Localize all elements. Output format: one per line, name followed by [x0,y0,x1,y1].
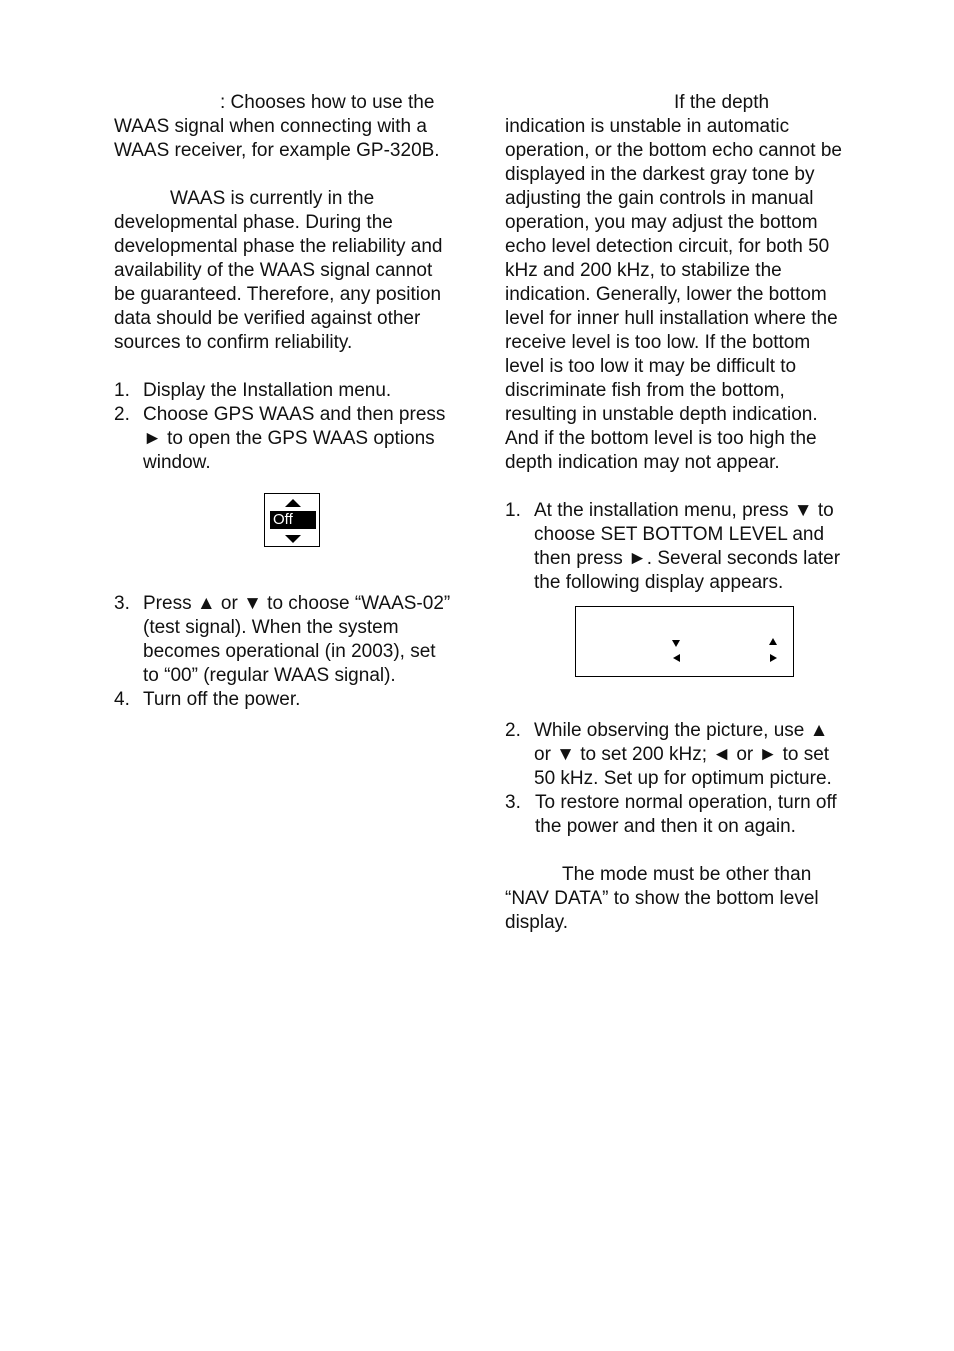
bottom-level-steps-1 [505,499,875,595]
waas-steps-2 [114,592,474,712]
waas-steps-1 [114,379,474,475]
set-bottom-level-display [575,606,794,677]
waas-option-value: Off [270,511,316,529]
gps-waas-options-window [264,493,320,547]
list-item: 3. Press ▲ or ▼ to choose “WAAS-02” (test signal). When the system becomes operational (in 2003), set to “00” (regular WAAS signal). [114,593,451,686]
arrow-down-icon [285,535,301,543]
list-item: 3. To restore normal operation, turn off the power and then it on again. [505,792,837,837]
waas-note: WAAS is currently in the developmental phase. During the developmental phase the reliability and availability of the WAAS signal cannot be guaranteed. Therefore, any position data should be verified against other sources to confirm reliability. [114,188,443,353]
list-item: 1. Display the Installation menu. [114,380,392,401]
arrow-right-icon [770,654,777,662]
bottom-level-intro: If the depth indication is unstable in automatic operation, or the bottom echo cannot be displayed in the darkest gray tone by adjusting the gain controls in manual operation, you may adjust the bottom echo level detection circuit, for both 50 kHz and 200 kHz, to stabilize the indication. Generally, lower the bottom level for inner hull installation where the receive level is too low. If the bottom level is too low it may be difficult to discriminate fish from the bottom, resulting in unstable depth indication. And if the bottom level is too high the depth indication may not appear. [505,92,842,473]
arrow-left-icon [673,654,680,662]
list-item: 4. Turn off the power. [114,689,301,710]
arrow-down-icon [672,640,680,647]
arrow-up-icon [285,499,301,507]
left-column [114,91,474,712]
right-column [505,91,875,935]
list-item: 2. While observing the picture, use ▲ or ▼ to set 200 kHz; ◄ or ► to set 50 kHz. Set up for optimum picture. [505,720,832,789]
waas-intro: : Chooses how to use the WAAS signal when connecting with a WAAS receiver, for example GP-320B. [114,92,440,161]
list-item: 1. At the installation menu, press ▼ to choose SET BOTTOM LEVEL and then press ►. Several seconds later the following display appears. [505,500,841,593]
bottom-level-note: The mode must be other than “NAV DATA” to show the bottom level display. [505,864,819,933]
arrow-up-icon [769,638,777,645]
list-item: 2. Choose GPS WAAS and then press ► to open the GPS WAAS options window. [114,404,446,473]
bottom-level-steps-2 [505,719,875,839]
